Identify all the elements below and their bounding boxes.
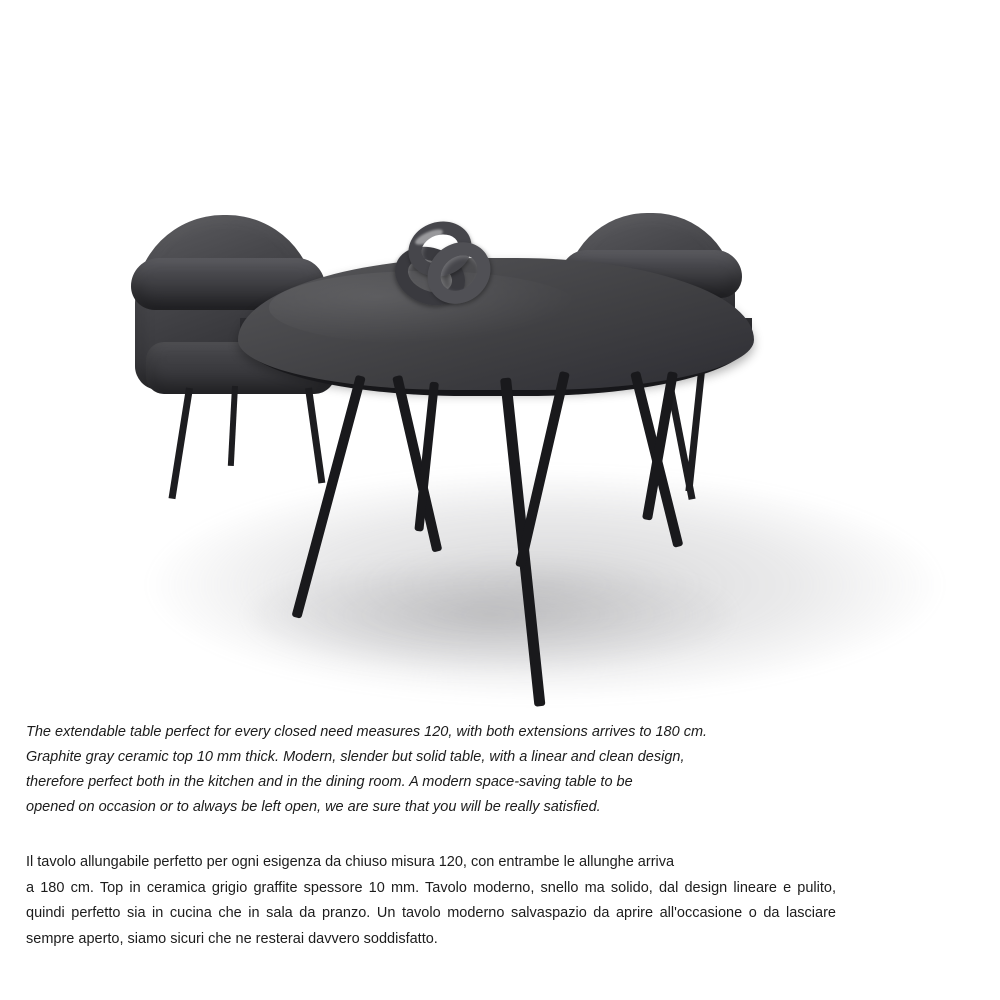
product-description: [0, 720, 1000, 952]
chair-left-leg-1: [169, 387, 193, 499]
description-english: [26, 720, 974, 820]
description-italian-body: a 180 cm. Top in ceramica grigio graffite spessore 10 mm. Tavolo moderno, snello ma solido, dal design lineare e pulito, quindi perfetto sia in cucina che in sala da pranzo. Un tavolo moderno salvaspazio da aprire all'occasione o da lasciare sempre aperto, siamo sicuri che ne resterai davvero soddisfatto.: [26, 879, 836, 947]
knot-sculpture-decor: [392, 222, 502, 317]
description-italian: [26, 850, 836, 952]
chair-left-leg-2: [305, 388, 325, 484]
description-english-line-2: Graphite gray ceramic top 10 mm thick. Modern, slender but solid table, with a linear and clean design,: [26, 749, 685, 765]
description-english-line-1: The extendable table perfect for every closed need measures 120, with both extensions arrives to 180 cm.: [26, 724, 708, 740]
floor-shadow-inner: [250, 560, 730, 670]
chair-left-leg-3: [228, 386, 238, 466]
description-italian-first-line: Il tavolo allungabile perfetto per ogni esigenza da chiuso misura 120, con entrambe le allunghe arriva: [26, 854, 675, 870]
description-english-line-4: opened on occasion or to always be left open, we are sure that you will be really satisfied.: [26, 799, 601, 815]
description-english-line-3: therefore perfect both in the kitchen and in the dining room. A modern space-saving table to be: [26, 774, 633, 790]
